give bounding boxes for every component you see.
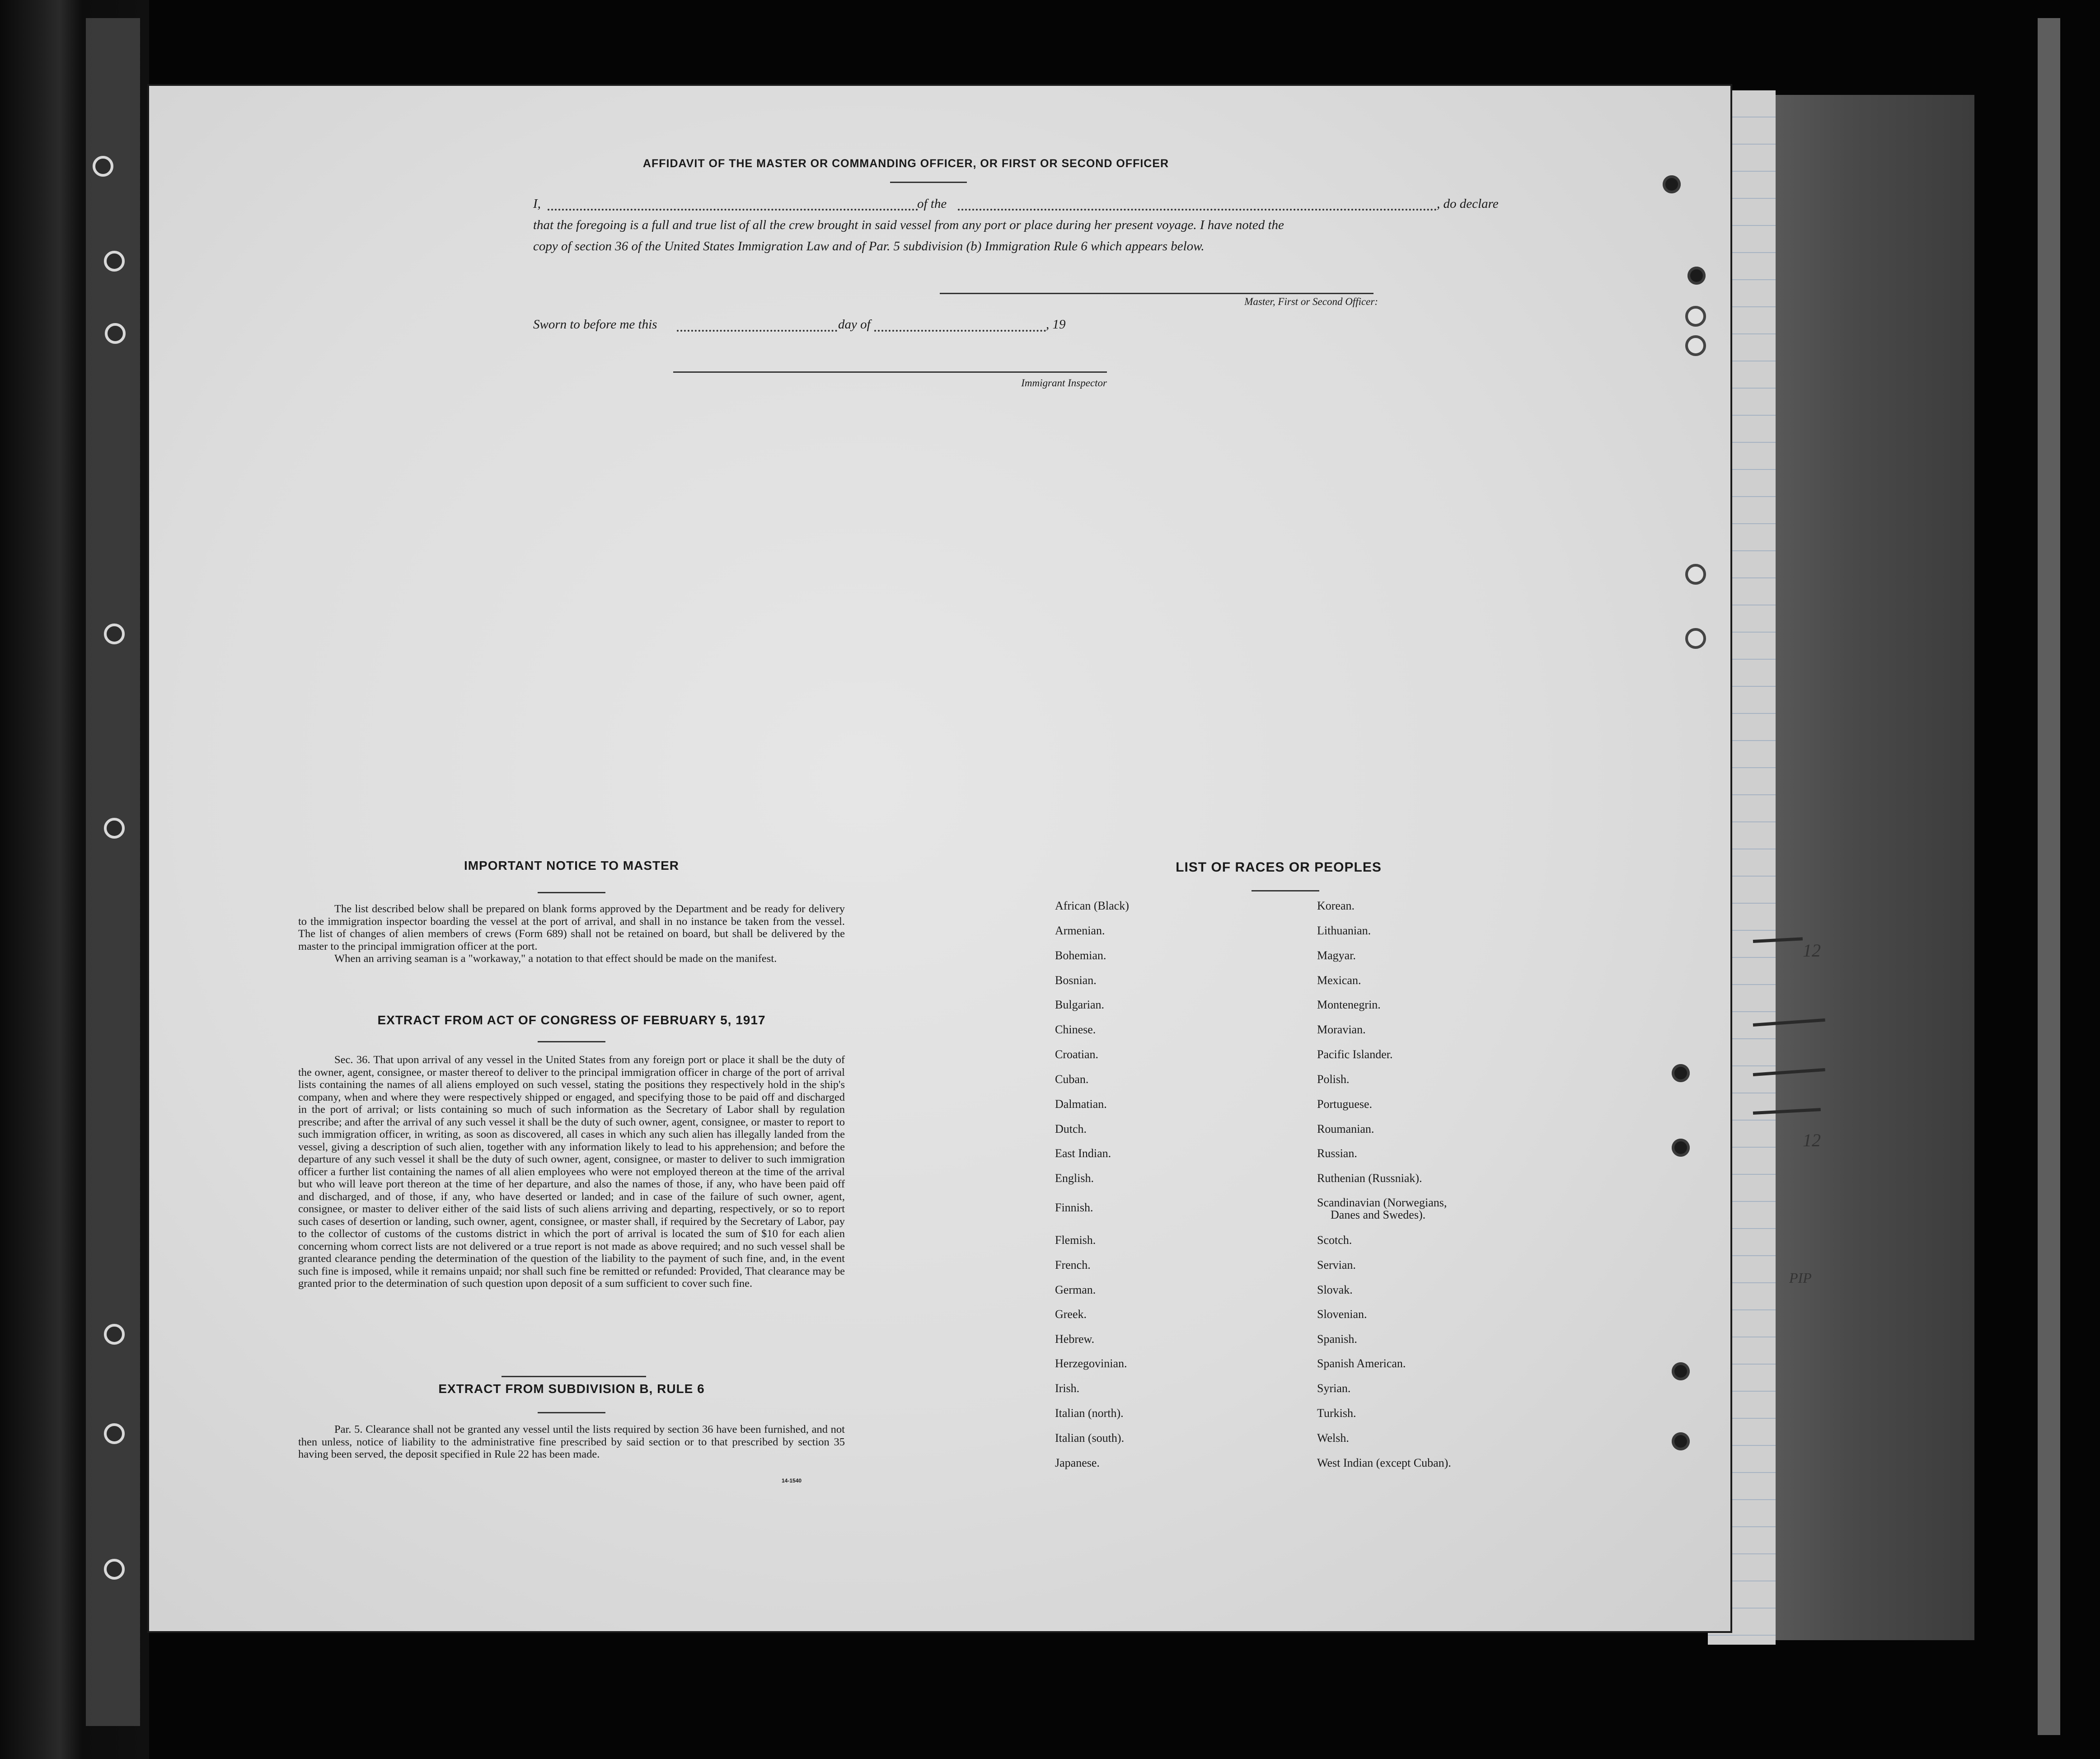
- of-the-label: of the: [917, 197, 947, 211]
- race-item: West Indian (except Cuban).: [1317, 1456, 1451, 1469]
- race-item: East Indian.: [1055, 1147, 1111, 1160]
- film-edge-right: [1762, 95, 1974, 1640]
- race-item: Irish.: [1055, 1382, 1080, 1395]
- margin-mark: PIP: [1789, 1270, 1812, 1286]
- divider: [538, 1412, 605, 1413]
- binder-hole: [1685, 306, 1706, 327]
- race-item: Dalmatian.: [1055, 1098, 1107, 1111]
- race-item: Bulgarian.: [1055, 998, 1105, 1011]
- act-extract-body: [298, 1054, 845, 1290]
- act-extract-title: EXTRACT FROM ACT OF CONGRESS OF FEBRUARY 5, 1917: [377, 1013, 766, 1027]
- divider: [502, 1376, 646, 1377]
- race-item: Armenian.: [1055, 924, 1105, 937]
- race-item: Scotch.: [1317, 1234, 1352, 1247]
- master-signature-line[interactable]: [940, 293, 1373, 294]
- divider: [538, 892, 605, 893]
- race-item: Scandinavian (Norwegians,: [1317, 1196, 1447, 1209]
- rule-extract-body: [298, 1423, 845, 1461]
- form-number: 14-1540: [782, 1478, 802, 1484]
- divider: [538, 1041, 605, 1042]
- race-item: English.: [1055, 1172, 1094, 1185]
- divider: [1252, 890, 1319, 891]
- race-item: Japanese.: [1055, 1456, 1100, 1469]
- race-item: African (Black): [1055, 899, 1129, 912]
- race-item: Welsh.: [1317, 1431, 1349, 1445]
- race-item: Herzegovinian.: [1055, 1357, 1127, 1370]
- affidavit-i-label: I,: [533, 197, 541, 211]
- race-item: Bohemian.: [1055, 949, 1106, 962]
- binder-hole: [1672, 1139, 1690, 1157]
- binder-hole: [1663, 175, 1681, 193]
- race-item: Turkish.: [1317, 1407, 1356, 1420]
- races-title: LIST OF RACES OR PEOPLES: [1176, 860, 1382, 875]
- sworn-day-field[interactable]: [677, 330, 837, 332]
- section-36-text: Sec. 36. That upon arrival of any vessel in the United States from any foreign port or place it shall be the duty of the owner, agent, consignee, or master thereof to deliver to the principal immigration officer in charge of the port of arrival lists containing the names of all aliens employed on such vessel, stating the positions they respectively hold in the ship's company, when and where they were respectively shipped or engaged, and specifying those to be paid off and discharged in the port of arrival; or lists containing so much of such information as the Secretary of Labor shall by regulation prescribe; and after the arrival of any such vessel it shall be the duty of such owner, agent, consignee, or master to report to such immigration officer, in writing, as soon as discovered, all cases in which any such alien has illegally landed from the vessel, giving a description of such alien, together with any information likely to lead to his apprehension; and before the departure of any such vessel it shall be the duty of such owner, agent, consignee, or master to deliver to such immigration officer a further list containing the names of all alien employees who were not employed thereon at the time of the arrival but who will leave port thereon at the time of her departure, and also the names of those, if any, who have been paid off and discharged, and of those, if any, who have deserted or landed; and in case of the failure of such owner, agent, consignee, or master to deliver either of the said lists of such aliens arriving and departing, respectively, or so to report such cases of desertion or landing, such owner, agent, consignee, or master shall, if required by the Secretary of Labor, pay to the collector of customs of the customs district in which the port of arrival is located the sum of $10 for each alien concerning whom correct lists are not delivered or a true report is not made as above required; and no such vessel shall be granted clearance pending the determination of the question of the liability to the payment of such fine, and, in the event such fine is imposed, while it remains unpaid; nor shall such fine be remitted or refunded: Provided, That clearance may be granted prior to the determination of such question upon deposit of a sum sufficient to cover such fine.: [298, 1054, 845, 1290]
- race-item: Magyar.: [1317, 949, 1356, 962]
- binder-hole: [1685, 564, 1706, 585]
- binder-hole: [1685, 335, 1706, 356]
- notice-title: IMPORTANT NOTICE TO MASTER: [464, 858, 680, 872]
- punch-hole: [105, 323, 126, 344]
- affidavit-line3: copy of section 36 of the United States Immigration Law and of Par. 5 subdivision (b) Immigration Rule 6 which appears below.: [533, 239, 1205, 253]
- race-item: Slovak.: [1317, 1283, 1353, 1296]
- film-edge-left: [0, 0, 149, 1759]
- race-item: Italian (south).: [1055, 1431, 1125, 1445]
- vessel-name-field[interactable]: [958, 209, 1437, 211]
- race-item: Polish.: [1317, 1073, 1350, 1086]
- affidavit-line1: [533, 193, 1527, 214]
- notice-paragraph: When an arriving seaman is a "workaway," a notation to that effect should be made on the manifest.: [334, 952, 777, 965]
- race-item: Portuguese.: [1317, 1098, 1373, 1111]
- race-item: Dutch.: [1055, 1122, 1087, 1135]
- race-item: Chinese.: [1055, 1023, 1096, 1036]
- sworn-text: Sworn to before me this: [533, 317, 657, 332]
- notice-body: [298, 903, 845, 965]
- race-item: Greek.: [1055, 1308, 1087, 1321]
- par-5-text: Par. 5. Clearance shall not be granted any vessel until the lists required by section 36 have been furnished, and not then unless, notice of liability to the administrative fine prescribed by said section or to that prescribed by section 35 having been served, the deposit specified in Rule 22 has been made.: [298, 1423, 845, 1460]
- rule-extract-title: EXTRACT FROM SUBDIVISION B, RULE 6: [438, 1382, 705, 1396]
- punch-hole: [104, 251, 125, 272]
- film-strip-right: [2038, 18, 2060, 1735]
- margin-mark: 12: [1803, 940, 1821, 961]
- race-item: French.: [1055, 1258, 1091, 1271]
- race-item: Spanish.: [1317, 1332, 1357, 1346]
- punch-hole: [104, 624, 125, 644]
- binder-hole: [1688, 267, 1706, 285]
- binder-hole: [1672, 1432, 1690, 1450]
- race-item: Danes and Swedes).: [1331, 1208, 1426, 1221]
- binder-hole: [1672, 1064, 1690, 1082]
- race-item: Moravian.: [1317, 1023, 1366, 1036]
- race-item: Pacific Islander.: [1317, 1048, 1393, 1061]
- race-item: Montenegrin.: [1317, 998, 1381, 1011]
- race-item: Croatian.: [1055, 1048, 1099, 1061]
- punch-hole: [104, 1559, 125, 1580]
- race-item: Flemish.: [1055, 1234, 1096, 1247]
- master-signature-caption: Master, First or Second Officer:: [1244, 296, 1378, 307]
- race-item: German.: [1055, 1283, 1096, 1296]
- divider: [890, 182, 967, 183]
- sworn-month-field[interactable]: [874, 330, 1046, 332]
- margin-mark: 12: [1803, 1130, 1821, 1150]
- affidavit-line2: that the foregoing is a full and true list of all the crew brought in said vessel from any port or place during her present voyage. I have noted the: [533, 218, 1284, 232]
- binder-hole: [1672, 1362, 1690, 1380]
- affidavit-title: AFFIDAVIT OF THE MASTER OR COMMANDING OFFICER, OR FIRST OR SECOND OFFICER: [642, 157, 1169, 170]
- punch-hole: [104, 1423, 125, 1444]
- year-label: , 19: [1046, 317, 1066, 332]
- race-item: Slovenian.: [1317, 1308, 1367, 1321]
- race-item: Mexican.: [1317, 974, 1361, 987]
- race-item: Italian (north).: [1055, 1407, 1124, 1420]
- officer-name-field[interactable]: [548, 209, 918, 211]
- inspector-caption: Immigrant Inspector: [1021, 377, 1107, 389]
- inspector-signature-line[interactable]: [673, 371, 1107, 373]
- day-of-label: day of: [838, 317, 871, 332]
- punch-hole: [104, 1324, 125, 1345]
- binder-hole: [1685, 628, 1706, 649]
- race-item: Spanish American.: [1317, 1357, 1406, 1370]
- race-item: Korean.: [1317, 899, 1355, 912]
- do-declare-label: , do declare: [1437, 197, 1499, 211]
- punch-hole: [104, 818, 125, 839]
- race-item: Servian.: [1317, 1258, 1356, 1271]
- race-item: Syrian.: [1317, 1382, 1351, 1395]
- notice-paragraph: The list described below shall be prepared on blank forms approved by the Department and be ready for delivery to the immigration inspector boarding the vessel at the port of arrival, and shall in no instance be taken from the vessel. The list of changes of alien members of crews (Form 689) shall not be retained on board, but shall be delivered by the master to the principal immigration officer at the port.: [298, 903, 845, 952]
- race-item: Cuban.: [1055, 1073, 1089, 1086]
- race-item: Ruthenian (Russniak).: [1317, 1172, 1422, 1185]
- race-item: Finnish.: [1055, 1201, 1093, 1214]
- race-item: Roumanian.: [1317, 1122, 1374, 1135]
- race-item: Russian.: [1317, 1147, 1357, 1160]
- form-page: [149, 86, 1730, 1631]
- race-item: Lithuanian.: [1317, 924, 1371, 937]
- race-item: Bosnian.: [1055, 974, 1097, 987]
- punch-hole: [93, 156, 113, 177]
- race-item: Hebrew.: [1055, 1332, 1095, 1346]
